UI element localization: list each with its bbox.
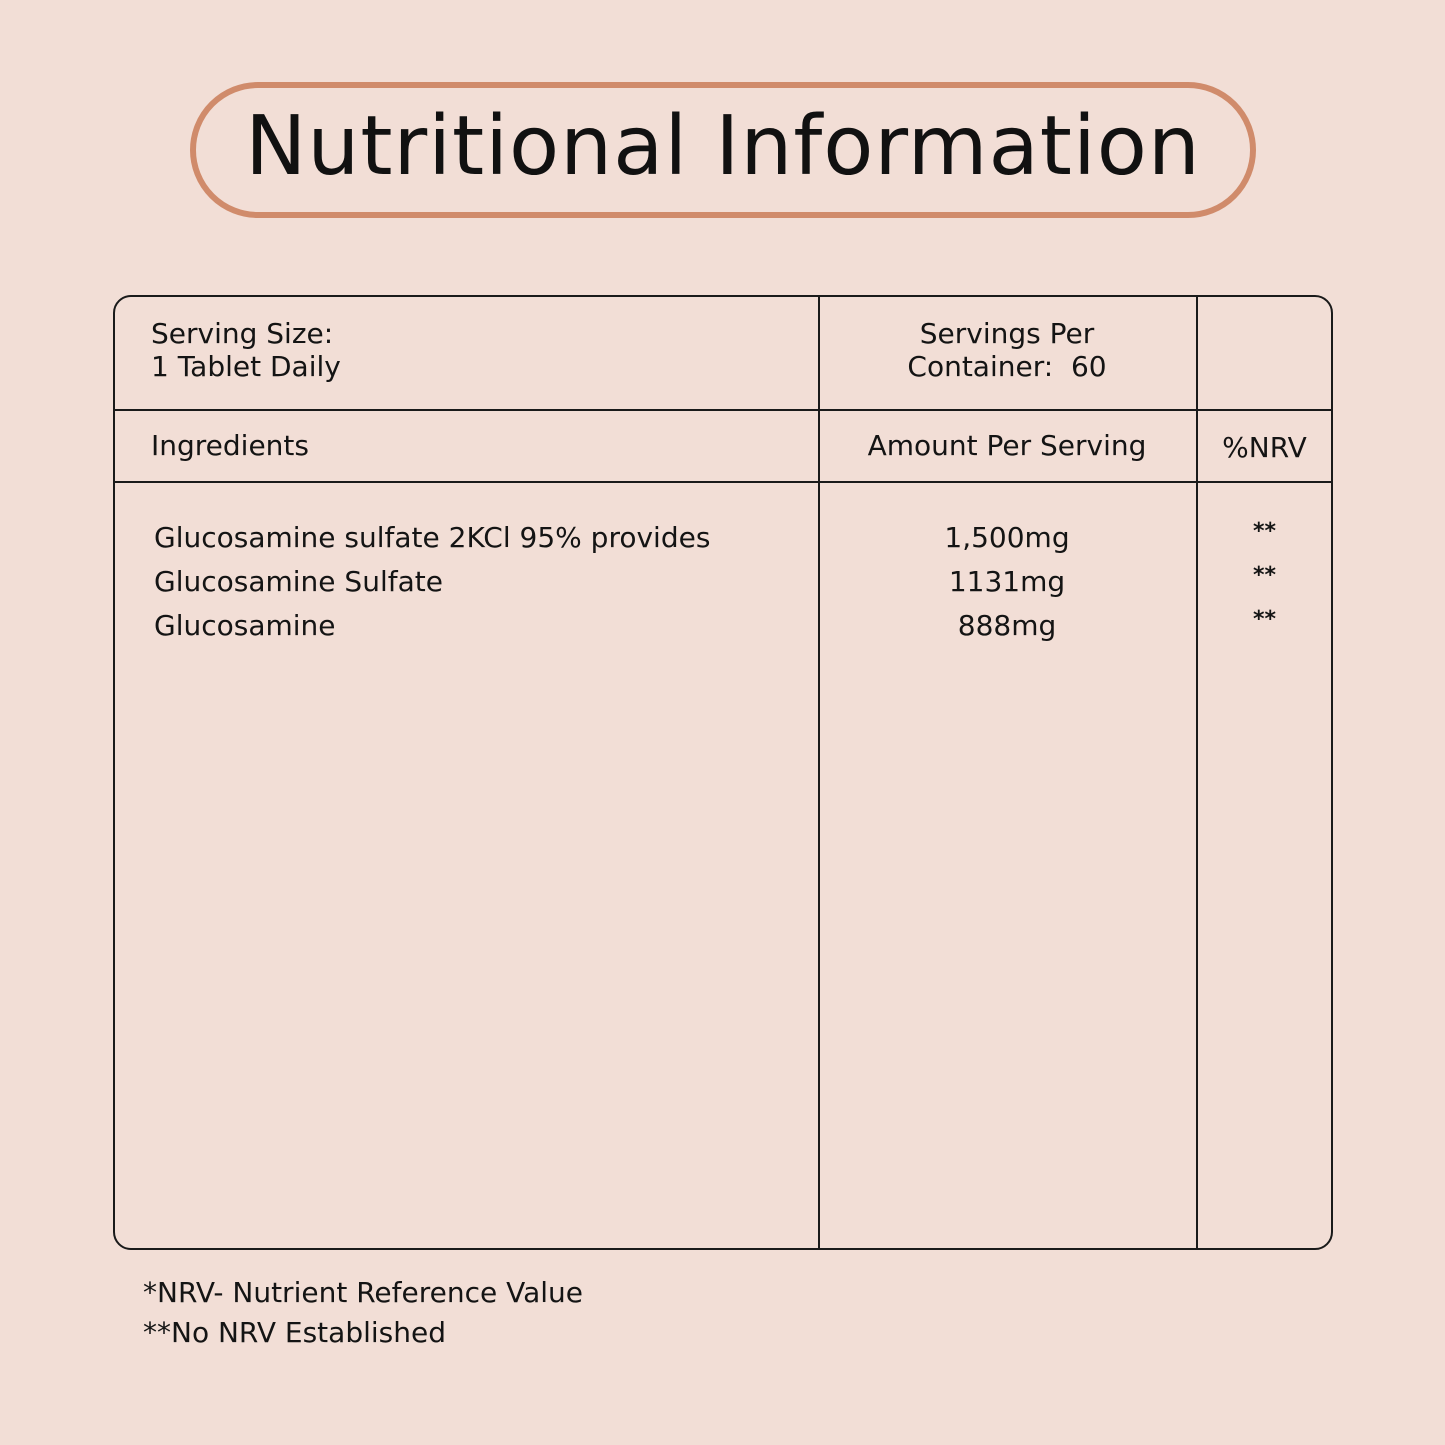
ingredient-nrv: ** — [1252, 563, 1276, 588]
row-divider — [115, 409, 1331, 411]
table-row — [115, 609, 1331, 653]
nrv-header: %NRV — [1222, 431, 1307, 464]
servings-per-value: Container: 60 — [907, 350, 1107, 383]
footnote-no-nrv: **No NRV Established — [143, 1316, 446, 1349]
ingredient-name: Glucosamine sulfate 2KCl 95% provides — [154, 521, 711, 554]
table-row — [115, 565, 1331, 609]
ingredient-nrv: ** — [1252, 607, 1276, 632]
nutrition-table — [113, 295, 1333, 1250]
ingredient-amount: 1131mg — [948, 565, 1066, 598]
serving-size-label: Serving Size: — [151, 317, 334, 350]
ingredient-name: Glucosamine — [154, 609, 336, 642]
ingredient-amount: 1,500mg — [944, 521, 1070, 554]
serving-size-value: 1 Tablet Daily — [151, 350, 341, 383]
table-row — [115, 521, 1331, 565]
serving-size — [151, 317, 341, 383]
ingredient-nrv: ** — [1252, 519, 1276, 544]
amount-header: Amount Per Serving — [867, 429, 1147, 462]
ingredients-header: Ingredients — [151, 429, 309, 462]
footnote-nrv-definition: *NRV- Nutrient Reference Value — [143, 1276, 583, 1309]
page-title: Nutritional Information — [245, 99, 1201, 194]
ingredient-name: Glucosamine Sulfate — [154, 565, 443, 598]
servings-per-label: Servings Per — [919, 317, 1095, 350]
footnotes — [143, 1273, 583, 1353]
ingredient-amount: 888mg — [957, 609, 1057, 642]
row-divider — [115, 481, 1331, 483]
title-pill — [190, 82, 1256, 218]
servings-per-container — [818, 317, 1196, 383]
